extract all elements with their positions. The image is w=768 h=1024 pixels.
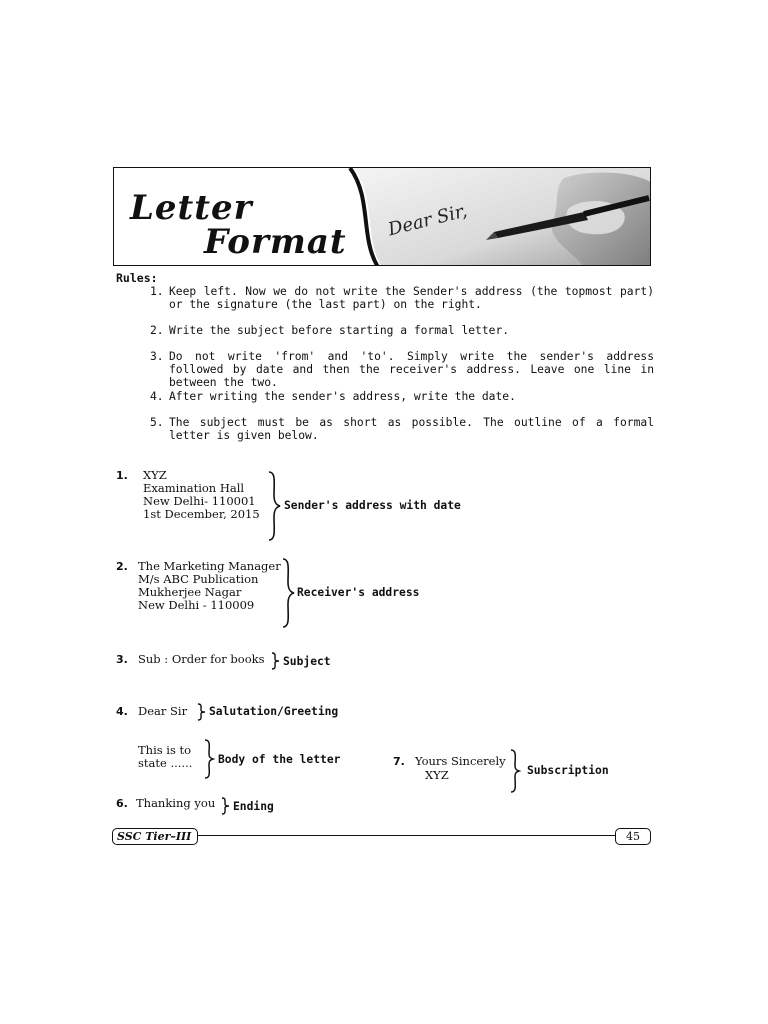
rule-number: 5.	[150, 416, 164, 429]
subscription-label: Subscription	[527, 764, 609, 777]
section-number: 1.	[116, 469, 128, 482]
section-number: 2.	[116, 560, 128, 573]
salutation-label: Salutation/Greeting	[209, 705, 339, 718]
handwritten-greeting: Dear Sir,	[386, 200, 470, 241]
right-brace-icon	[196, 703, 208, 721]
receiver-line: The Marketing Manager	[138, 559, 281, 573]
section-number: 3.	[116, 653, 128, 666]
page-number: 45	[615, 828, 651, 845]
sender-address-label: Sender's address with date	[284, 499, 461, 512]
rule-text: Do not write 'from' and 'to'. Simply write the sender's address followed by date and then the receiver's address. Leave one line in between the two.	[169, 350, 654, 389]
sender-line: New Delhi- 110001	[143, 494, 256, 508]
rule-text: After writing the sender's address, write the date.	[169, 390, 516, 403]
ending-label: Ending	[233, 800, 274, 813]
right-brace-icon	[202, 739, 216, 779]
sender-line: 1st December, 2015	[143, 507, 260, 521]
rule-number: 4.	[150, 390, 164, 403]
rule-number: 2.	[150, 324, 164, 337]
rule-item	[150, 324, 654, 337]
section-number: 4.	[116, 705, 128, 718]
rule-text: Keep left. Now we do not write the Sender's address (the topmost part) or the signature (the last part) on the right.	[169, 285, 654, 311]
right-brace-icon	[220, 797, 232, 815]
banner-title-line2: Format	[204, 222, 347, 262]
right-brace-icon	[280, 558, 296, 628]
salutation-text: Dear Sir	[138, 704, 188, 718]
subject-text: Sub : Order for books	[138, 652, 265, 666]
right-brace-icon	[266, 471, 282, 541]
rule-item	[150, 350, 654, 389]
body-line: This is to	[138, 743, 192, 757]
rule-text: Write the subject before starting a formal letter.	[169, 324, 510, 337]
receiver-line: New Delhi - 110009	[138, 598, 255, 612]
footer-divider	[198, 835, 615, 836]
receiver-line: M/s ABC Publication	[138, 572, 259, 586]
subscription-line: Yours Sincerely	[415, 754, 506, 768]
section-number: 6.	[116, 797, 128, 810]
series-badge: SSC Tier–III	[112, 828, 198, 845]
receiver-line: Mukherjee Nagar	[138, 585, 242, 599]
subscription-line: XYZ	[425, 768, 449, 782]
ending-text: Thanking you	[136, 796, 216, 810]
sender-line: XYZ	[143, 468, 167, 482]
rules-heading: Rules:	[116, 271, 158, 285]
section-number: 7.	[393, 755, 405, 768]
body-line: state ......	[138, 756, 193, 770]
rule-text: The subject must be as short as possible. The outline of a formal letter is given below.	[169, 416, 654, 442]
rule-number: 3.	[150, 350, 164, 363]
rule-number: 1.	[150, 285, 164, 298]
right-brace-icon	[270, 652, 282, 670]
right-brace-icon	[508, 749, 522, 793]
rule-item	[150, 390, 654, 403]
sender-line: Examination Hall	[143, 481, 245, 495]
body-label: Body of the letter	[218, 753, 341, 766]
banner-title-line1: Letter	[130, 188, 253, 228]
receiver-address-label: Receiver's address	[297, 586, 420, 599]
rule-item	[150, 285, 654, 311]
title-banner	[113, 167, 651, 266]
subject-label: Subject	[283, 655, 331, 668]
rule-item	[150, 416, 654, 442]
